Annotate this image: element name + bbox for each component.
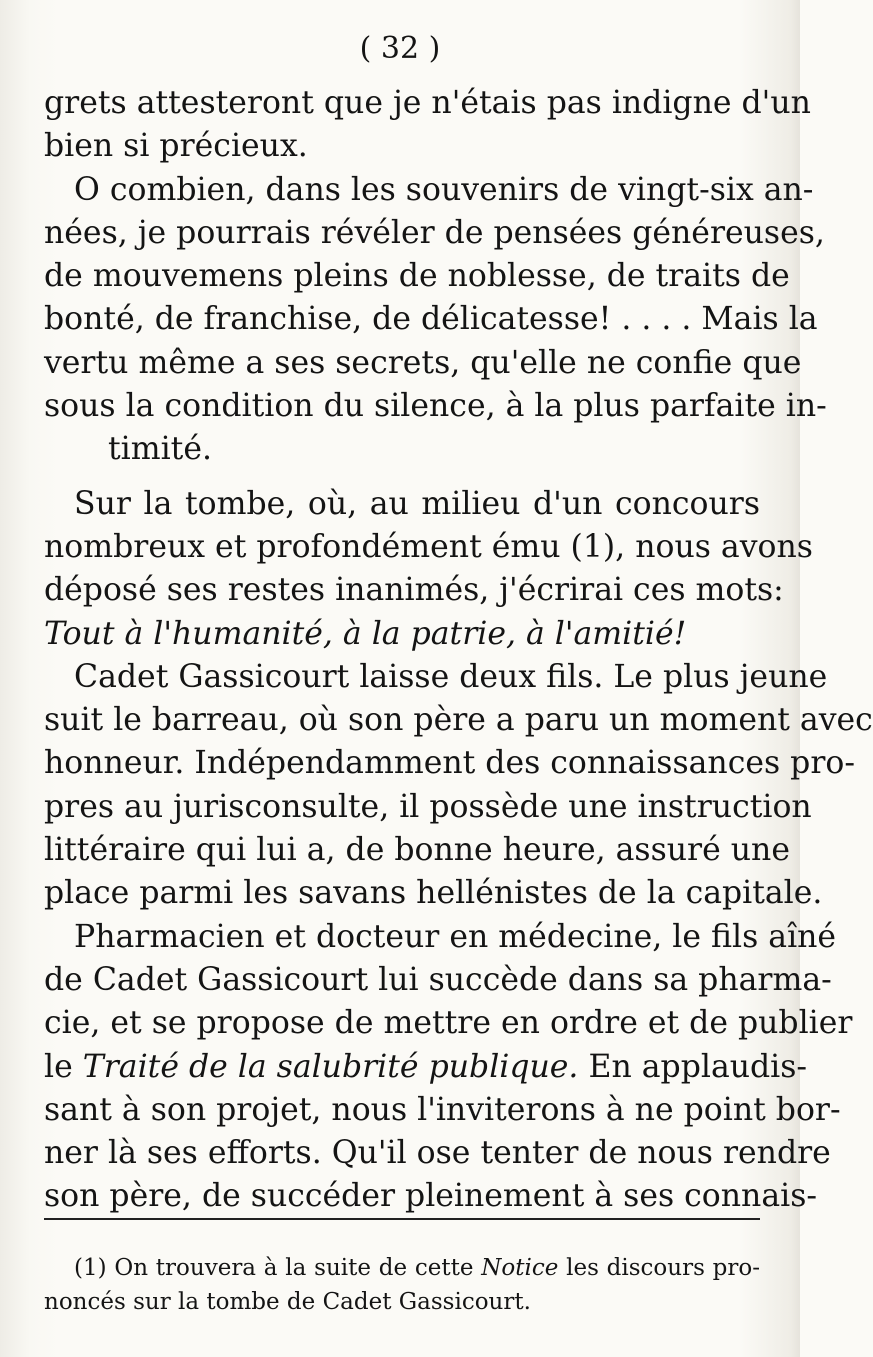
- text-line: grets attesteront que je n'étais pas indigne d'un: [44, 85, 811, 121]
- text-line: cie, et se propose de mettre en ordre et de publier: [44, 1005, 853, 1042]
- epitaph-line: Tout à l'humanité, à la patrie, à l'amitié!: [44, 615, 687, 652]
- text-fragment: les discours pro-: [558, 1255, 761, 1281]
- text-line: sant à son projet, nous l'inviterons à ne point bor-: [44, 1091, 841, 1128]
- text-line: Cadet Gassicourt laisse deux fils. Le plus jeune: [74, 658, 828, 695]
- body-text: [44, 82, 873, 1219]
- text-line: bien si précieux.: [44, 128, 308, 165]
- text-line: timité.: [108, 431, 212, 468]
- text-line: bonté, de franchise, de délicatesse! . . . . Mais la: [44, 301, 818, 338]
- text-line: nombreux et profondément ému (1), nous avons: [44, 528, 813, 565]
- text-fragment: En applaudis-: [578, 1048, 808, 1085]
- text-line: Sur la tombe, où, au milieu d'un concours: [74, 485, 760, 522]
- text-line: O combien, dans les souvenirs de vingt-six an-: [74, 171, 814, 208]
- text-line: ner là ses efforts. Qu'il ose tenter de nous rendre: [44, 1135, 831, 1172]
- text-line: Pharmacien et docteur en médecine, le fils aîné: [74, 918, 837, 955]
- text-line-with-title: [44, 1046, 808, 1089]
- footnote: [44, 1251, 760, 1319]
- page-number: ( 32 ): [359, 31, 441, 66]
- footnote-line: noncés sur la tombe de Cadet Gassicourt.: [44, 1289, 531, 1315]
- text-line: pres au jurisconsulte, il possède une instruction: [44, 788, 812, 825]
- text-line: suit le barreau, où son père a paru un moment avec: [44, 702, 873, 739]
- book-title: Traité de la salubrité publique.: [82, 1048, 579, 1085]
- text-line: déposé ses restes inanimés, j'écrirai ces mots:: [44, 572, 784, 609]
- text-line: littéraire qui lui a, de bonne heure, assuré une: [44, 832, 790, 869]
- footnote-line: [44, 1251, 760, 1285]
- text-line: sous la condition du silence, à la plus parfaite in-: [44, 388, 827, 425]
- text-fragment: (1) On trouvera à la suite de cette: [74, 1255, 482, 1281]
- footnote-rule: [44, 1218, 760, 1220]
- notice-word: Notice: [481, 1255, 559, 1281]
- text-line: de mouvemens pleins de noblesse, de traits de: [44, 258, 790, 295]
- text-line: vertu même a ses secrets, qu'elle ne confie que: [44, 344, 802, 381]
- text-line: place parmi les savans hellénistes de la capitale.: [44, 875, 823, 912]
- text-line: de Cadet Gassicourt lui succède dans sa pharma-: [44, 961, 832, 998]
- text-fragment: le: [44, 1048, 83, 1085]
- text-line: honneur. Indépendamment des connaissances pro-: [44, 745, 856, 782]
- text-line: son père, de succéder pleinement à ses connais-: [44, 1178, 818, 1215]
- text-line: nées, je pourrais révéler de pensées généreuses,: [44, 214, 825, 251]
